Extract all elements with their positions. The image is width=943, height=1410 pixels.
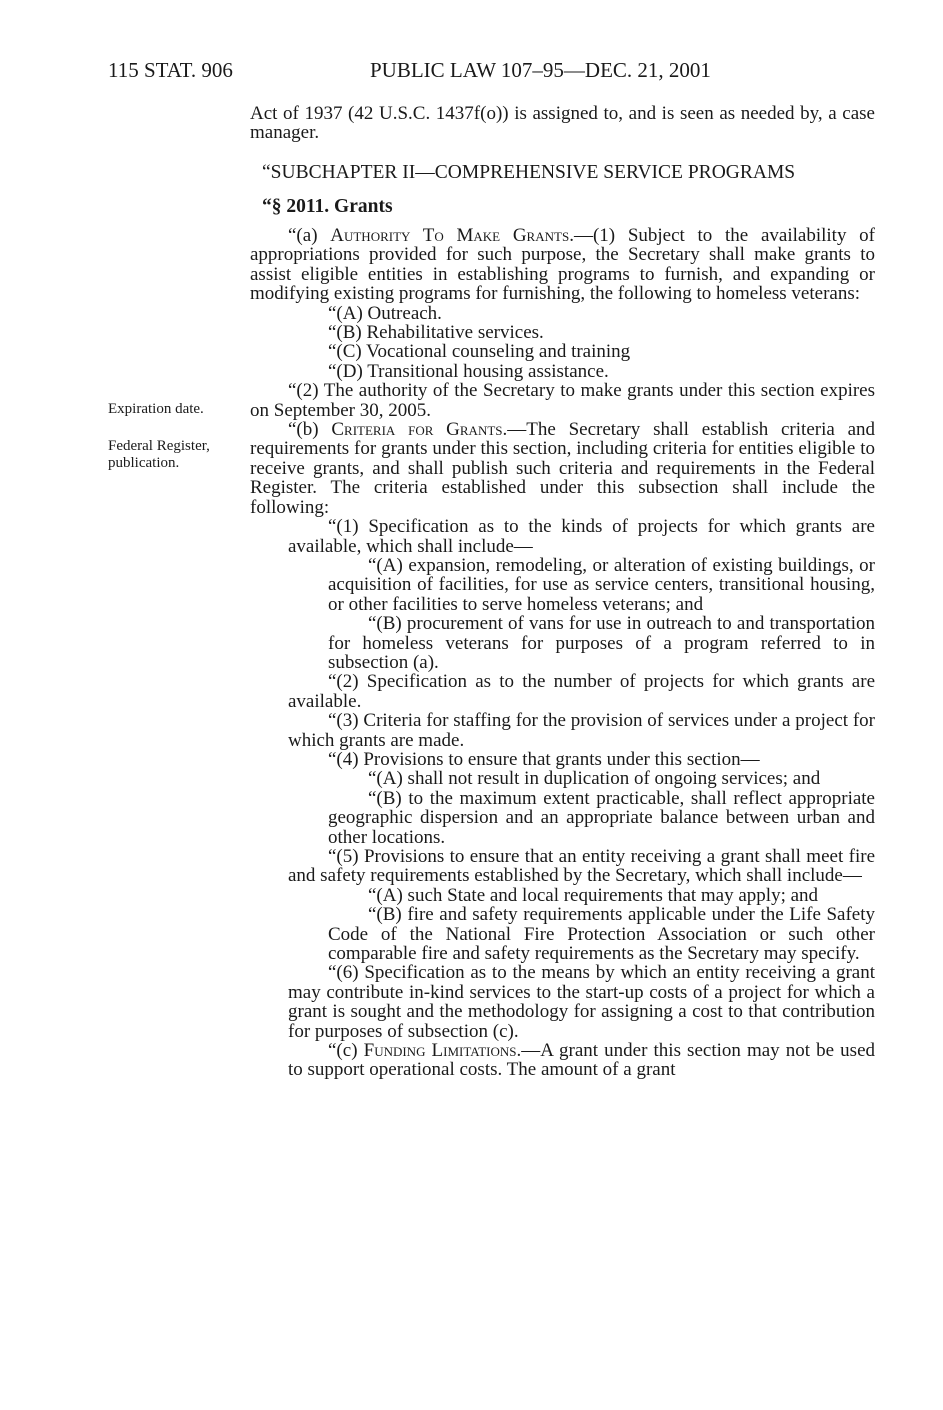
subsection-b-caption: Criteria for Grants (331, 419, 503, 441)
subsection-b: “(b) Criteria for Grants.—The Secretary shall establish criteria and requirements for grants under this section, including criteria for entities eligible to receive grants, and shall publish such criteria and requirements in the Federal Register. The criteria established under this subsection shall include the following: (250, 419, 875, 518)
subsection-b-para-1: “(1) Specification as to the kinds of projects for which grants are available, which shall include— (288, 516, 875, 557)
intro-text: Act of 1937 (42 U.S.C. 1437f(o)) is assigned to, and is seen as needed by, a case manager. (250, 103, 875, 144)
subsection-b-para-1B: “(B) procurement of vans for use in outreach to and transportation for homeless veterans for purposes of a program referred to in subsection (a). (328, 613, 875, 673)
subsection-c: “(c) Funding Limitations.—A grant under this section may not be used to support operational costs. The amount of a grant (288, 1040, 875, 1081)
subsection-c-caption: Funding Limitations (363, 1040, 517, 1062)
subsection-b-para-3: “(3) Criteria for staffing for the provision of services under a project for which grants are made. (288, 710, 875, 751)
subsection-b-para-1A: “(A) expansion, remodeling, or alteration of existing buildings, or acquisition of facilities, for use as service centers, transitional housing, or other facilities to serve homeless veterans; and (328, 554, 875, 615)
subsection-b-para-5B: “(B) fire and safety requirements applicable under the Life Safety Code of the National Fire Protection Association or such other comparable fire and safety requirements as the Secretary may specify. (328, 904, 875, 965)
page-header (0, 58, 943, 86)
margin-note-federal-register: Federal Register, publication. (108, 438, 210, 471)
stat-reference: 115 STAT. 906 (108, 58, 233, 82)
subsection-b-para-5A: “(A) such State and local requirements that may apply; and (368, 884, 819, 906)
subsection-b-para-4: “(4) Provisions to ensure that grants under this section— (328, 748, 760, 770)
section-heading: “§ 2011. Grants (262, 196, 393, 217)
subsection-b-para-2: “(2) Specification as to the number of projects for which grants are available. (288, 671, 875, 712)
subsection-b-para-5: “(5) Provisions to ensure that an entity receiving a grant shall meet fire and safety requirements established by the Secretary, which shall include— (288, 846, 875, 887)
list-item: “(A) Outreach. (328, 302, 442, 324)
list-item: “(D) Transitional housing assistance. (328, 360, 609, 382)
subsection-a-para-2: “(2) The authority of the Secretary to make grants under this section expires on September 30, 2005. (250, 380, 875, 421)
intro-paragraph (250, 104, 875, 143)
section-body (250, 226, 875, 1080)
subsection-b-para-4B: “(B) to the maximum extent practicable, shall reflect appropriate geographic dispersion and an appropriate balance between urban and other locations. (328, 787, 875, 848)
subsection-a: “(a) Authority To Make Grants.—(1) Subject to the availability of appropriations provided for such purpose, the Secretary shall make grants to assist eligible entities in establishing programs to furnish, and expanding or modifying existing programs for furnishing, the following to homeless veterans: (250, 225, 875, 305)
subsection-b-para-6: “(6) Specification as to the means by which an entity receiving a grant may contribute in-kind services to the start-up costs of a project for which a grant is sought and the methodology for assigning a cost to that contribution for purposes of subsection (c). (288, 962, 875, 1042)
subsection-a-caption: Authority To Make Grants (330, 225, 570, 246)
subchapter-title: “SUBCHAPTER II—COMPREHENSIVE SERVICE PROGRAMS (262, 162, 796, 183)
margin-note-expiration: Expiration date. (108, 401, 204, 417)
list-item: “(C) Vocational counseling and training (328, 341, 631, 363)
law-reference: PUBLIC LAW 107–95—DEC. 21, 2001 (370, 58, 711, 82)
subsection-b-para-4A: “(A) shall not result in duplication of ongoing services; and (368, 768, 821, 790)
list-item: “(B) Rehabilitative services. (328, 322, 544, 344)
